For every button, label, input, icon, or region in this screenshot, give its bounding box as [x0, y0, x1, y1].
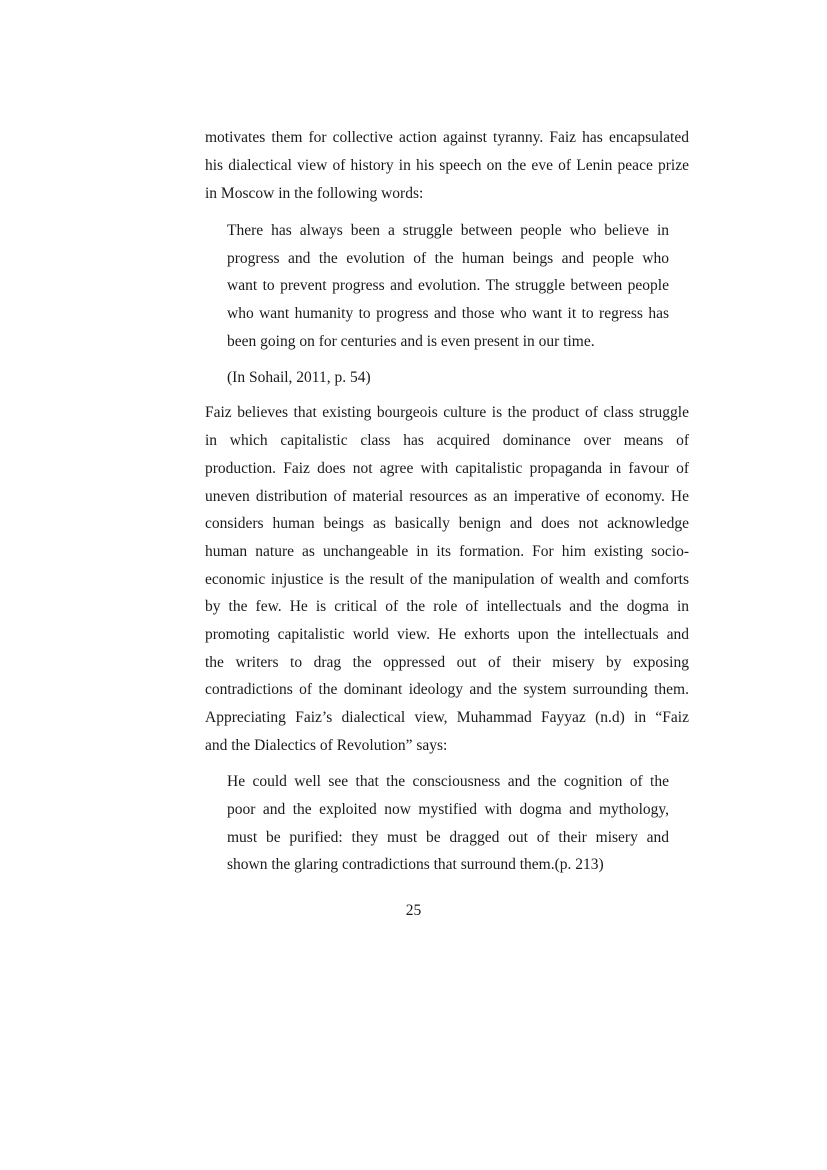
- paragraph-line: considers human beings as basically benign and does not acknowledge: [205, 515, 689, 532]
- paragraph-line: and the Dialectics of Revolution” says:: [205, 737, 448, 754]
- quote-line: He could well see that the consciousness and the cognition of the: [227, 773, 669, 790]
- paragraph-line: economic injustice is the result of the manipulation of wealth and comforts: [205, 571, 689, 588]
- paragraph-line: his dialectical view of history in his speech on the eve of Lenin peace prize: [205, 157, 689, 174]
- quote-line: been going on for centuries and is even present in our time.: [227, 333, 595, 350]
- quote-line: want to prevent progress and evolution. The struggle between people: [227, 277, 669, 294]
- paragraph-line: motivates them for collective action against tyranny. Faiz has encapsulated: [205, 129, 689, 146]
- paragraph-line: the writers to drag the oppressed out of their misery by exposing: [205, 654, 689, 671]
- quote-line: who want humanity to progress and those who want it to regress has: [227, 305, 669, 322]
- paragraph-line: Appreciating Faiz’s dialectical view, Muhammad Fayyaz (n.d) in “Faiz: [205, 709, 689, 726]
- quote-line: poor and the exploited now mystified with dogma and mythology,: [227, 801, 669, 818]
- paragraph-line: contradictions of the dominant ideology and the system surrounding them.: [205, 681, 689, 698]
- quote-line: must be purified: they must be dragged out of their misery and: [227, 829, 669, 846]
- paragraph-line: uneven distribution of material resources as an imperative of economy. He: [205, 488, 689, 505]
- quote-citation: (In Sohail, 2011, p. 54): [227, 369, 371, 386]
- paragraph-line: in Moscow in the following words:: [205, 185, 424, 202]
- paragraph-line: by the few. He is critical of the role of intellectuals and the dogma in: [205, 598, 689, 615]
- quote-line: progress and the evolution of the human beings and people who: [227, 250, 669, 267]
- paragraph-line: Faiz believes that existing bourgeois culture is the product of class struggle: [205, 404, 689, 421]
- quote-line: shown the glaring contradictions that surround them.(p. 213): [227, 856, 604, 873]
- paragraph-line: promoting capitalistic world view. He exhorts upon the intellectuals and: [205, 626, 689, 643]
- page-number: 25: [405, 902, 422, 919]
- paragraph-line: in which capitalistic class has acquired dominance over means of: [205, 432, 689, 449]
- paragraph-line: human nature as unchangeable in its formation. For him existing socio-: [205, 543, 689, 560]
- paragraph-line: production. Faiz does not agree with capitalistic propaganda in favour of: [205, 460, 689, 477]
- quote-line: There has always been a struggle between people who believe in: [227, 222, 669, 239]
